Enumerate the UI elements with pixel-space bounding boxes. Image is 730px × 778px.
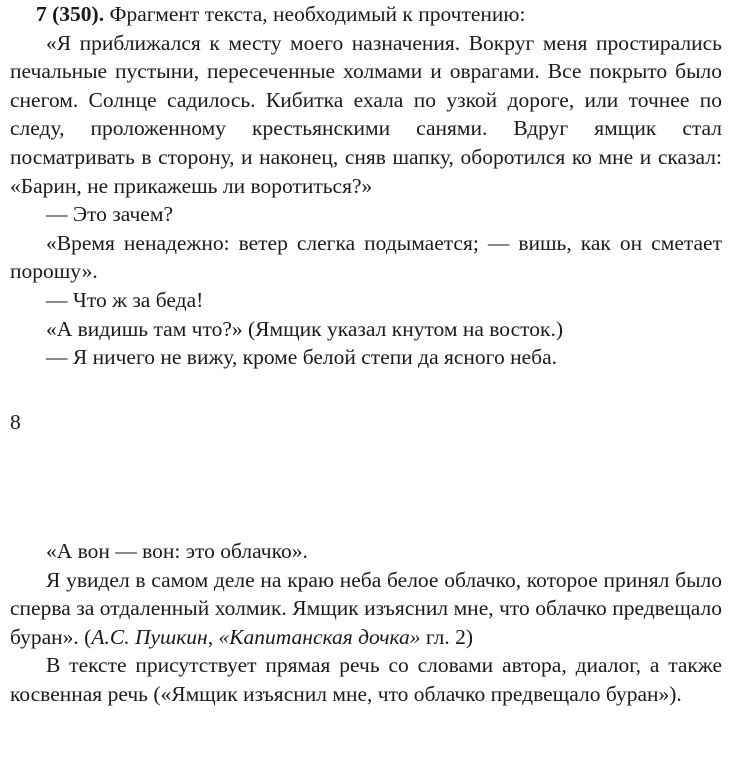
passage-text: Я увидел в самом деле на краю неба белое облачко, которое принял было сперва за отдаленный холмик. Ямщик изъяснил мне, что облачко предвещало буран». (: [10, 567, 722, 649]
text-block-bottom: [10, 537, 722, 709]
dialogue-line: «Время ненадежно: ветер слегка подымается; — вишь, как он сметает порошу».: [10, 230, 722, 284]
dialogue-line: «А видишь там что?» (Ямщик указал кнутом на восток.): [46, 316, 563, 341]
conclusion-paragraph: В тексте присутствует прямая речь со словами автора, диалог, а также косвенная речь («Ямщик изъяснил мне, что облачко предвещало буран»).: [10, 653, 722, 706]
exercise-title: Фрагмент текста, необходимый к прочтению:: [104, 2, 526, 26]
page-number: 8: [10, 410, 21, 434]
separator: ,: [207, 624, 219, 649]
exercise-heading: [10, 0, 722, 29]
text-block-top: [10, 0, 722, 372]
chapter-ref: гл. 2): [420, 624, 473, 649]
dialogue-line: «А вон — вон: это облачко».: [46, 539, 308, 563]
work-title: «Капитанская дочка»: [218, 624, 421, 649]
passage-paragraph: [10, 566, 722, 652]
exercise-number: 7 (350).: [36, 2, 105, 26]
passage-paragraph: «Я приближался к месту моего назначения. Вокруг меня простирались печальные пустыни, пересеченные холмами и оврагами. Все покрыто было снегом. Солнце садилось. Кибитка ехала по узкой дороге, или точнее по следу, проложенному крестьянскими санями. Вдруг ямщик стал посматривать в сторону, и наконец, сняв шапку, оборотился ко мне и сказал: «Барин, не прикажешь ли воротиться?»: [10, 30, 722, 198]
dialogue-line: — Что ж за беда!: [46, 287, 204, 312]
dialogue-line: — Я ничего не вижу, кроме белой степи да ясного неба.: [46, 345, 557, 370]
dialogue-line: — Это зачем?: [46, 202, 173, 227]
author-name: А.С. Пушкин: [91, 624, 208, 649]
